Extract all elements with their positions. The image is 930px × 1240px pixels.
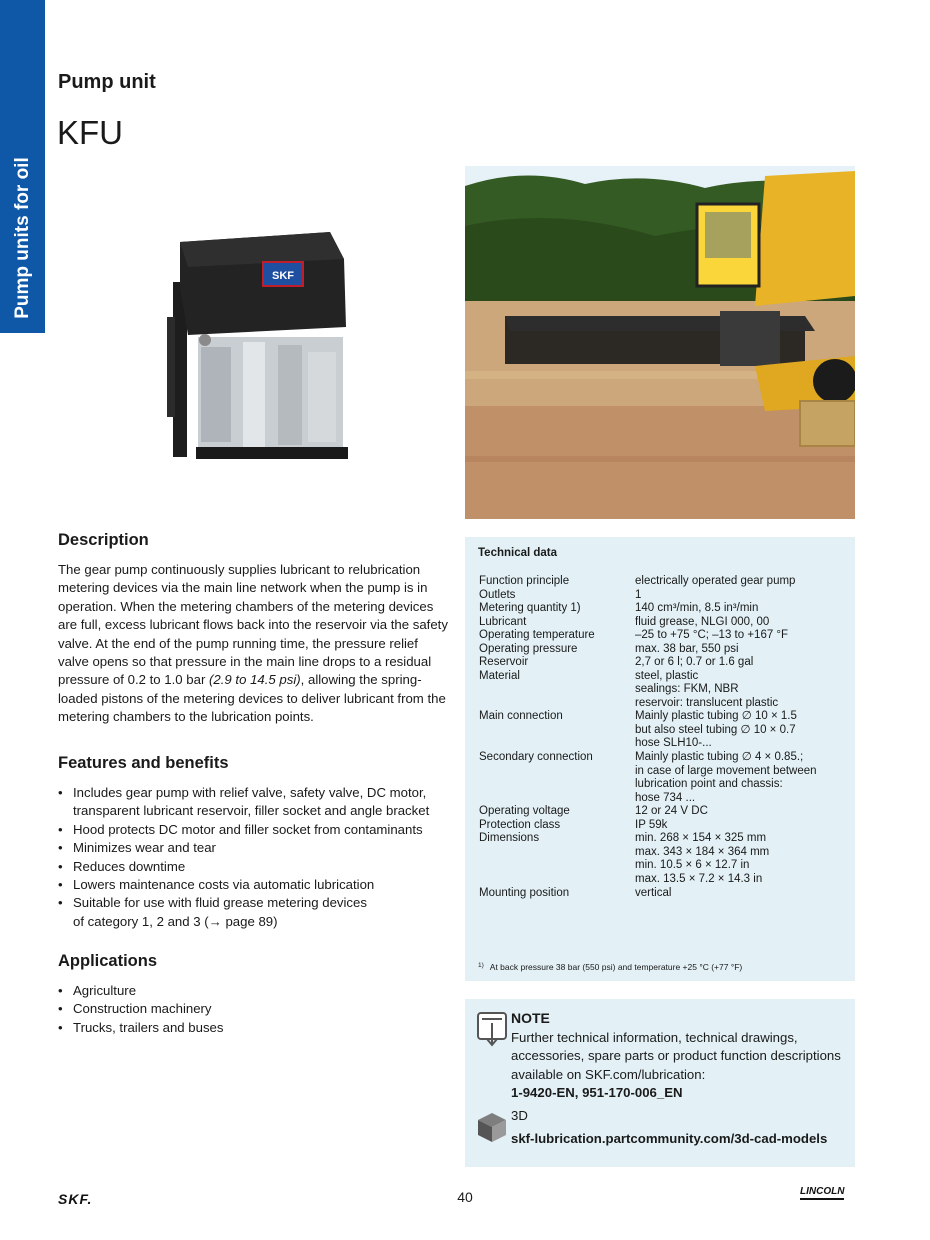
skf-logo: SKF. <box>58 1191 93 1207</box>
note-box <box>465 999 855 1167</box>
tech-value: electrically operated gear pump <box>635 575 796 587</box>
tech-label: Operating temperature <box>479 629 595 641</box>
tech-value: IP 59k <box>635 818 668 831</box>
description-text <box>58 561 448 727</box>
page-number: 40 <box>457 1189 473 1205</box>
tech-value: vertical <box>635 886 672 899</box>
tech-value: steel, plastic sealings: FKM, NBR reservoir: translucent plastic <box>635 669 779 709</box>
note-3d-label: 3D <box>511 1108 528 1123</box>
tech-label: Protection class <box>479 818 561 831</box>
pump-product-photo <box>68 167 436 519</box>
features-list-item: • Reduces downtime <box>58 858 429 876</box>
tech-value: 1 <box>635 588 642 601</box>
technical-data-footnote <box>478 962 742 972</box>
tech-value: min. 268 × 154 × 325 mm max. 343 × 184 × 364 mm min. 10.5 × 6 × 12.7 in max. 13.5 × 7.2 × 14.3 in <box>635 832 770 885</box>
description-text-part2: , allowing the spring-loaded pistons of the metering devices to deliver lubricant from the metering chambers to the lubrication points. <box>58 672 446 725</box>
tech-value: Mainly plastic tubing ∅ 10 × 1.5 but also steel tubing ∅ 10 × 0.7 hose SLH10-... <box>635 710 797 750</box>
pump-brand-label: SKF <box>272 270 294 282</box>
tech-label: Mounting position <box>479 886 570 899</box>
tech-value: fluid grease, NLGI 000, 00 <box>635 615 770 628</box>
tech-value: 2,7 or 6 l; 0.7 or 1.6 gal <box>635 656 754 668</box>
tech-label: Main connection <box>479 710 563 722</box>
tech-label: Function principle <box>479 575 570 587</box>
footnote-marker: 1) <box>478 962 484 969</box>
tech-value: –25 to +75 °C; –13 to +167 °F <box>635 629 789 641</box>
tech-label: Dimensions <box>479 832 540 844</box>
page-supertitle: Pump unit <box>58 71 156 93</box>
cube-3d-icon <box>476 1111 508 1143</box>
pump-illustration <box>68 167 436 519</box>
tech-label: Reservoir <box>479 656 529 668</box>
tech-label: Secondary connection <box>479 751 593 763</box>
tech-value: Mainly plastic tubing ∅ 4 × 0.85.; in case of large movement between lubrication point and chassis: hose 734 ... <box>635 751 817 804</box>
features-list-item: • Includes gear pump with relief valve, safety valve, DC motor, transparent lubricant reservoir, filler socket and angle bracket <box>58 784 429 821</box>
note-document-numbers[interactable]: 1-9420-EN, 951-170-006_EN <box>511 1085 683 1100</box>
harvester-illustration <box>465 166 855 519</box>
description-text-italic: (2.9 to 14.5 psi) <box>209 672 301 688</box>
tech-value: 140 cm³/min, 8.5 in³/min <box>635 602 759 614</box>
lincoln-logo: LINCOLN <box>800 1186 844 1200</box>
tech-label: Operating pressure <box>479 642 578 655</box>
tech-label: Operating voltage <box>479 805 570 817</box>
applications-list-item: • Agriculture <box>58 982 224 1000</box>
technical-data-title: Technical data <box>478 547 558 559</box>
tech-label: Metering quantity 1) <box>479 602 581 614</box>
description-heading: Description <box>58 531 149 549</box>
applications-list-item: • Trucks, trailers and buses <box>58 1019 224 1037</box>
applications-heading: Applications <box>58 952 158 970</box>
document-icon <box>476 1011 508 1047</box>
tech-label: Material <box>479 669 520 682</box>
description-text-part1: The gear pump continuously supplies lubricant to relubrication metering devices via the main line network when the pump is in operation. When the metering chambers of the metering devices are full, excess lubricant flows back into the reservoir via the safety valve. At the end of the pump running time, the pressure relief valve opens so that pressure in the main line drops to a residual pressure of 0.2 to 1.0 bar <box>58 562 448 688</box>
section-side-tab-label: Pump units for oil <box>12 157 33 319</box>
features-list-item: • Lowers maintenance costs via automatic lubrication <box>58 876 429 894</box>
features-list <box>58 784 429 931</box>
features-heading: Features and benefits <box>58 754 229 772</box>
technical-data-box <box>465 537 855 981</box>
tech-label: Lubricant <box>479 615 527 628</box>
tech-value: 12 or 24 V DC <box>635 805 708 817</box>
combine-harvester-photo <box>465 166 855 519</box>
features-list-item: • Hood protects DC motor and filler socket from contaminants <box>58 821 429 839</box>
page-title: KFU <box>57 114 123 151</box>
note-3d-link[interactable]: skf-lubrication.partcommunity.com/3d-cad-models <box>511 1131 828 1146</box>
features-list-item: • Minimizes wear and tear <box>58 839 429 857</box>
tech-label: Outlets <box>479 588 516 601</box>
applications-list-item: • Construction machinery <box>58 1000 224 1018</box>
note-text: Further technical information, technical drawings, accessories, spare parts or product function descriptions available on SKF.com/lubrication: <box>511 1030 841 1082</box>
tech-value: max. 38 bar, 550 psi <box>635 642 739 655</box>
footnote-text: At back pressure 38 bar (550 psi) and temperature +25 °C (+77 °F) <box>489 962 743 972</box>
applications-list <box>58 982 224 1037</box>
section-side-tab <box>0 0 45 333</box>
note-heading: NOTE <box>511 1010 550 1026</box>
features-list-item: • Suitable for use with fluid grease metering devices of category 1, 2 and 3 (→ page 89) <box>58 894 429 931</box>
